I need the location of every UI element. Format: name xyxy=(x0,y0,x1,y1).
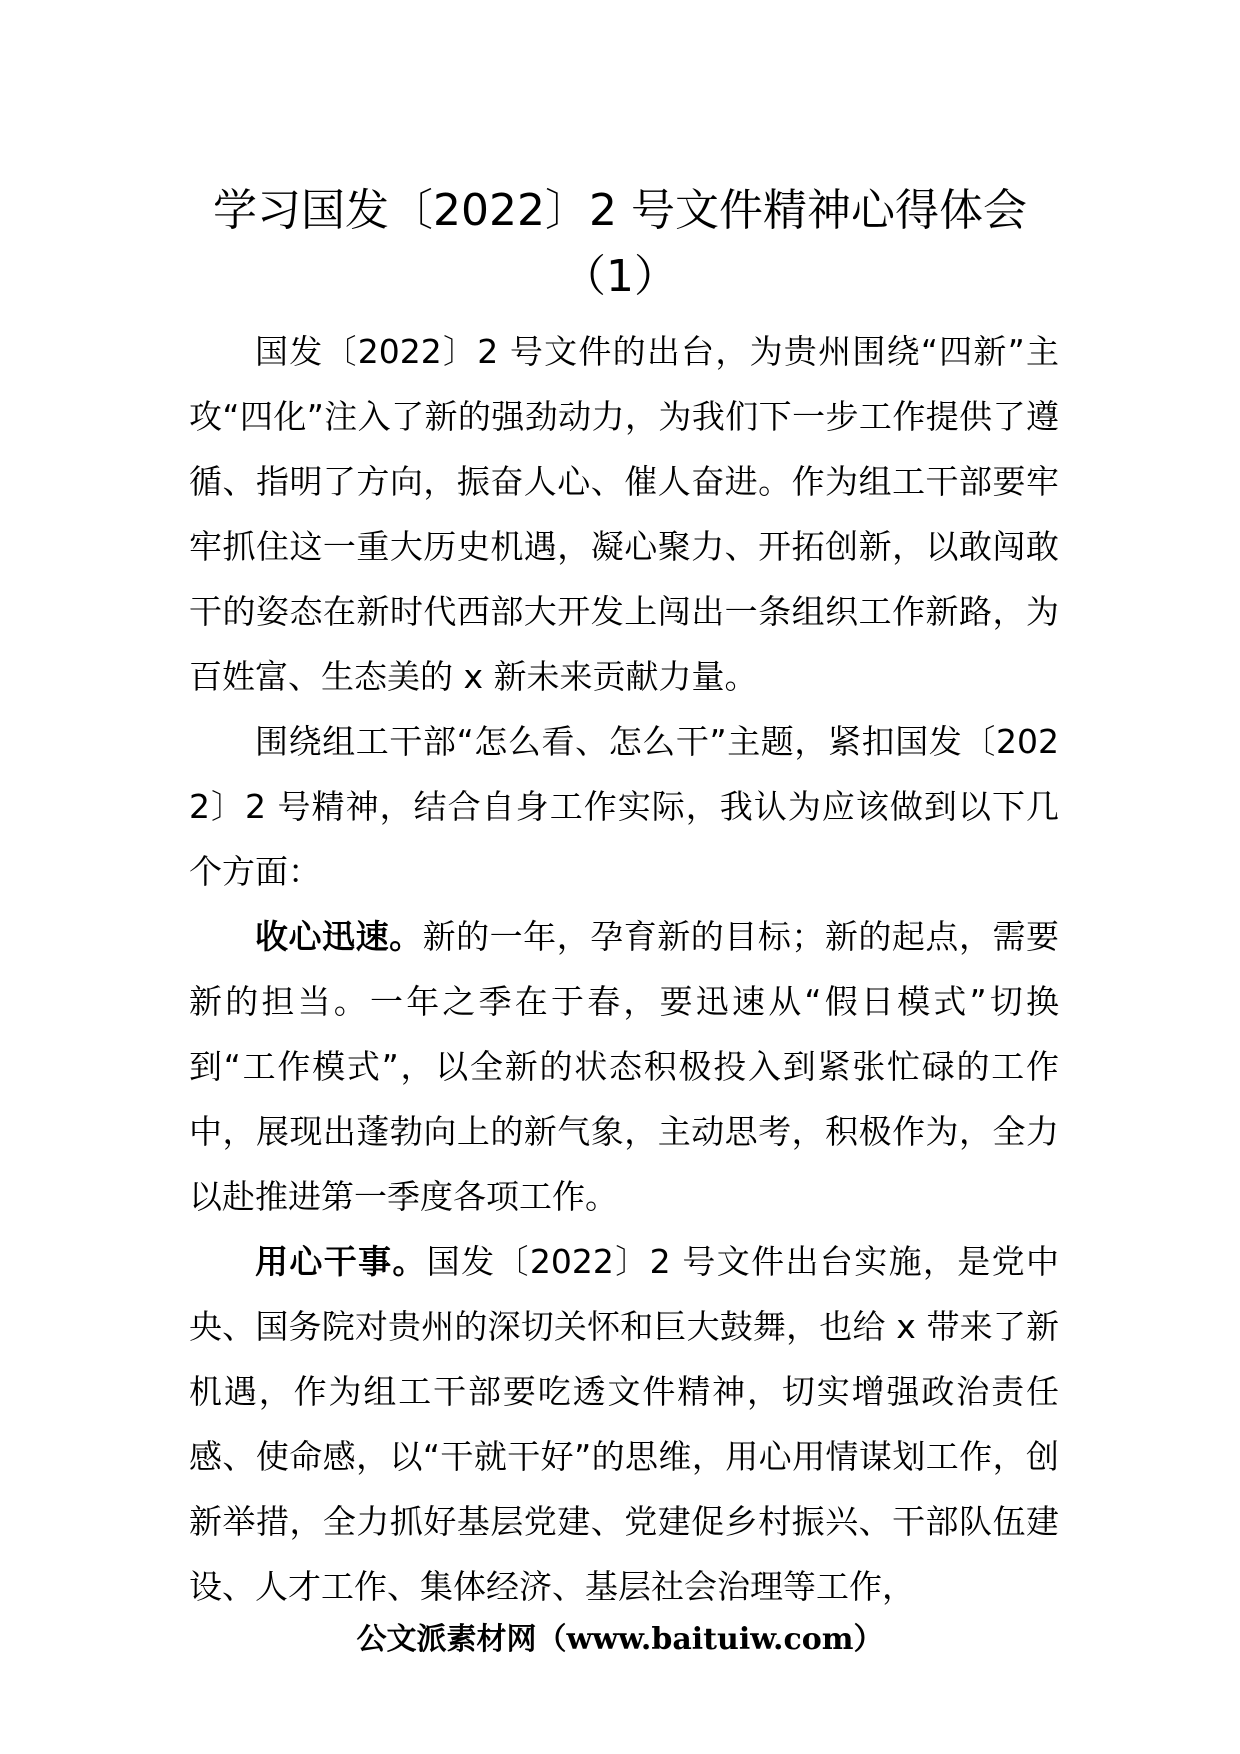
paragraph-lead: 用心干事。 xyxy=(255,1242,427,1281)
paragraph-focus xyxy=(189,904,1059,1229)
paragraph-text: 国发〔2022〕2 号文件出台实施，是党中央、国务院对贵州的深切关怀和巨大鼓舞，也给 x 带来了新机遇，作为组工干部要吃透文件精神，切实增强政治责任感、使命感，以“干就干好”的思维，用心用情谋划工作，创新举措，全力抓好基层党建、党建促乡村振兴、干部队伍建设、人才工作、集体经济、基层社会治理等工作， xyxy=(189,1242,1060,1606)
document-body xyxy=(189,319,1059,1619)
paragraph-aspects xyxy=(189,709,1059,904)
title-line-2: （1） xyxy=(562,251,678,302)
paragraph-text: 围绕组工干部“怎么看、怎么干”主题，紧扣国发〔2022〕2 号精神，结合自身工作实际，我认为应该做到以下几个方面： xyxy=(189,722,1059,891)
paragraph-lead: 收心迅速。 xyxy=(255,917,423,956)
paragraph-dedication xyxy=(189,1229,1059,1619)
title-line-1: 学习国发〔2022〕2 号文件精神心得体会 xyxy=(213,185,1027,236)
paragraph-intro xyxy=(189,319,1059,709)
footer-watermark: 公文派素材网（www.baituiw.com） xyxy=(356,1622,884,1657)
paragraph-text: 新的一年，孕育新的目标；新的起点，需要新的担当。一年之季在于春，要迅速从“假日模式”切换到“工作模式”，以全新的状态积极投入到紧张忙碌的工作中，展现出蓬勃向上的新气象，主动思考，积极作为，全力以赴推进第一季度各项工作。 xyxy=(189,917,1060,1216)
document-title xyxy=(150,178,1090,310)
paragraph-text: 国发〔2022〕2 号文件的出台，为贵州围绕“四新”主攻“四化”注入了新的强劲动力，为我们下一步工作提供了遵循、指明了方向，振奋人心、催人奋进。作为组工干部要牢牢抓住这一重大历史机遇，凝心聚力、开拓创新，以敢闯敢干的姿态在新时代西部大开发上闯出一条组织工作新路，为百姓富、生态美的 x 新未来贡献力量。 xyxy=(189,332,1059,696)
